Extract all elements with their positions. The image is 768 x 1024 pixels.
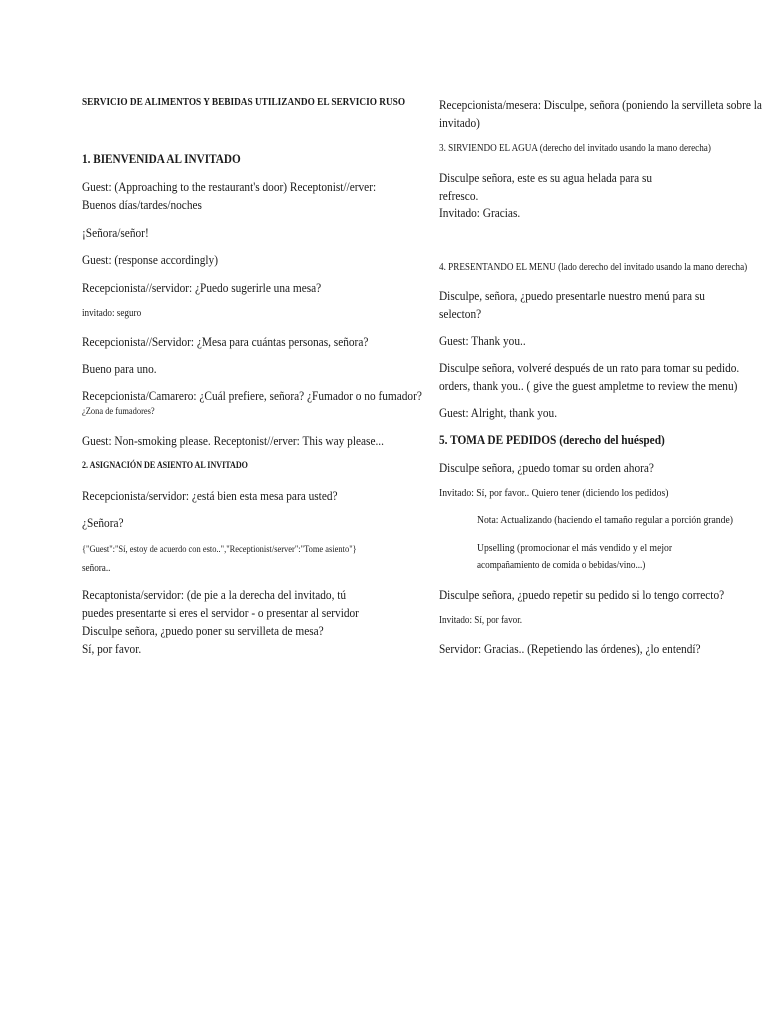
- paragraph: Guest: (Approaching to the restaurant's door) Receptonist//erver:: [82, 180, 377, 194]
- paragraph: Disculpe, señora, ¿puedo presentarle nuestro menú para su: [439, 289, 705, 303]
- paragraph: Servidor: Gracias.. (Repetiendo las órdenes), ¿lo entendí?: [439, 642, 701, 656]
- section-3-heading: 3. SIRVIENDO EL AGUA (derecho del invitado usando la mano derecha): [439, 143, 711, 154]
- paragraph: Bueno para uno.: [82, 362, 157, 376]
- paragraph: Disculpe señora, volveré después de un rato para tomar su pedido.: [439, 361, 740, 375]
- note-item: acompañamiento de comida o bebidas/vino...): [477, 560, 646, 571]
- paragraph: Guest: Non-smoking please. Receptonist//erver: This way please...: [82, 434, 384, 448]
- section-4-heading: 4. PRESENTANDO EL MENU (lado derecho del invitado usando la mano derecha): [439, 262, 748, 273]
- section-5-heading: 5. TOMA DE PEDIDOS (derecho del huésped): [439, 433, 665, 447]
- paragraph: Sí, por favor.: [82, 642, 142, 656]
- paragraph: orders, thank you.. ( give the guest ampletme to review the menu): [439, 379, 738, 393]
- paragraph: Guest: Alright, thank you.: [439, 406, 558, 420]
- paragraph: Disculpe señora, ¿puedo poner su servilleta de mesa?: [82, 624, 324, 638]
- paragraph: Invitado: Sí, por favor.. Quiero tener (diciendo los pedidos): [439, 488, 669, 499]
- note-item: Nota: Actualizando (haciendo el tamaño regular a porción grande): [477, 515, 733, 526]
- paragraph: Buenos días/tardes/noches: [82, 198, 202, 212]
- paragraph: Guest: (response accordingly): [82, 253, 218, 267]
- section-2-heading: 2. ASIGNACIÓN DE ASIENTO AL INVITADO: [82, 461, 248, 471]
- paragraph: invitado: seguro: [82, 308, 142, 319]
- document-title: SERVICIO DE ALIMENTOS Y BEBIDAS UTILIZANDO EL SERVICIO RUSO: [82, 96, 406, 108]
- paragraph: Invitado: Gracias.: [439, 206, 521, 220]
- paragraph: ¿Señora?: [82, 516, 124, 530]
- paragraph: {"Guest":"Sí, estoy de acuerdo con esto..","Receptionist/server":"Tome asiento"}: [82, 544, 357, 555]
- section-1-heading: 1. BIENVENIDA AL INVITADO: [82, 152, 241, 166]
- note-item: Upselling (promocionar el más vendido y el mejor: [477, 543, 673, 554]
- paragraph: Recepcionista//Servidor: ¿Mesa para cuántas personas, señora?: [82, 335, 369, 349]
- paragraph: Recepcionista/servidor: ¿está bien esta mesa para usted?: [82, 489, 338, 503]
- paragraph: Disculpe señora, ¿puedo repetir su pedido si lo tengo correcto?: [439, 588, 725, 602]
- paragraph: Recepcionista/Camarero: ¿Cuál prefiere, señora? ¿Fumador o no fumador?: [82, 389, 422, 403]
- paragraph: Disculpe señora, ¿puedo tomar su orden ahora?: [439, 461, 654, 475]
- paragraph: Disculpe señora, este es su agua helada para su: [439, 171, 653, 185]
- paragraph: invitado): [439, 116, 480, 130]
- paragraph: ¿Zona de fumadores?: [82, 406, 155, 417]
- paragraph: Recaptonista/servidor: (de pie a la derecha del invitado, tú: [82, 588, 347, 602]
- paragraph: refresco.: [439, 189, 479, 203]
- paragraph: selecton?: [439, 307, 482, 321]
- paragraph: Invitado: Sí, por favor.: [439, 615, 523, 626]
- paragraph: Guest: Thank you..: [439, 334, 526, 348]
- paragraph: ¡Señora/señor!: [82, 226, 149, 240]
- paragraph: señora..: [82, 563, 111, 574]
- paragraph: puedes presentarte si eres el servidor - o presentar al servidor: [82, 606, 359, 620]
- paragraph: Recepcionista//servidor: ¿Puedo sugerirle una mesa?: [82, 281, 322, 295]
- paragraph: Recepcionista/mesera: Disculpe, señora (poniendo la servilleta sobre la: [439, 98, 762, 112]
